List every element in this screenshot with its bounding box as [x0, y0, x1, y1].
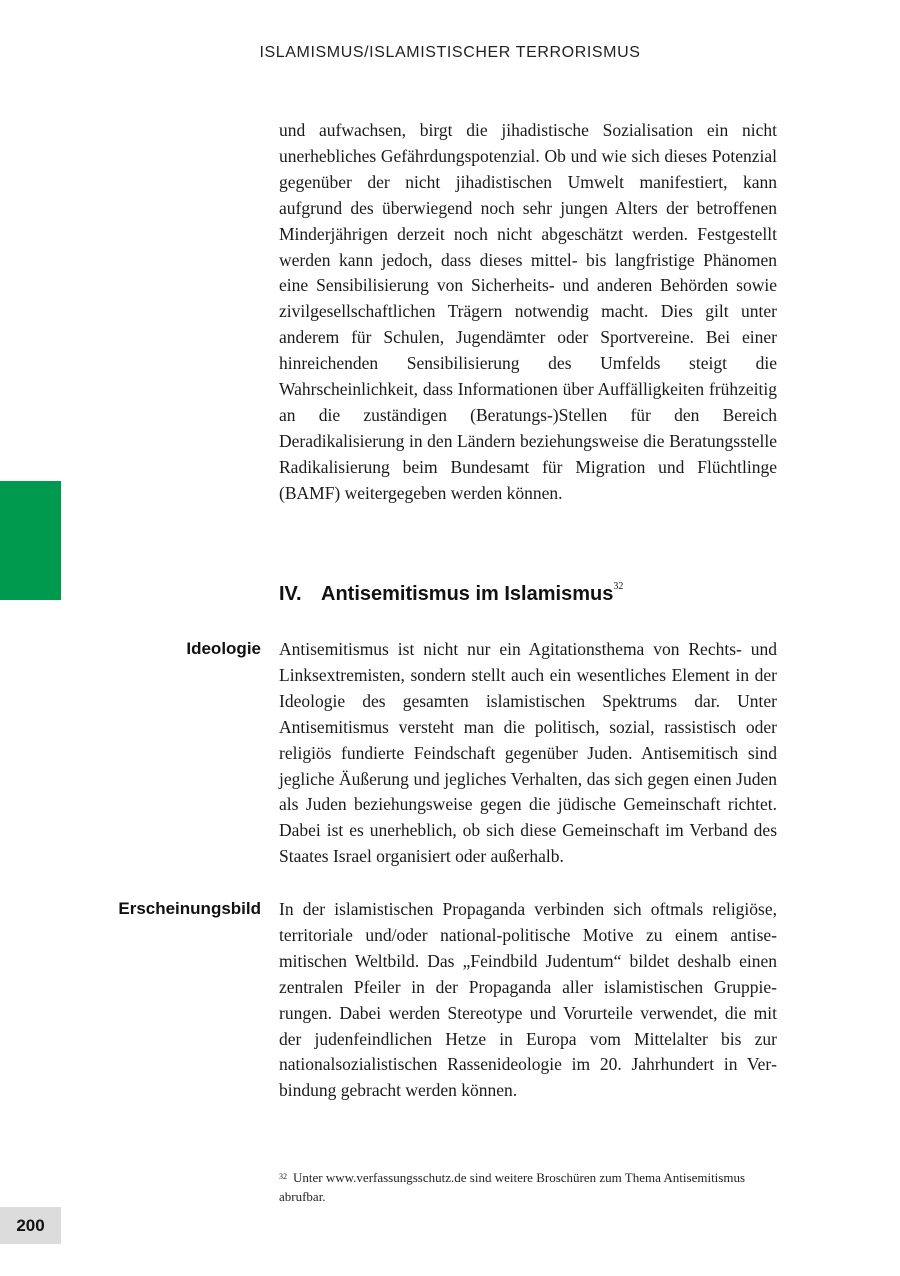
footnote-reference[interactable]: 32	[613, 581, 624, 592]
section-number: IV.	[279, 583, 302, 605]
margin-label-erscheinungsbild: Erscheinungsbild	[118, 899, 261, 918]
margin-label-ideologie: Ideologie	[186, 639, 261, 658]
chapter-color-tab	[0, 481, 61, 600]
section-heading	[279, 583, 623, 606]
intro-paragraph: und aufwachsen, birgt die jihadistische Sozialisation ein nicht unerhebliches Gefährdungspotenzial. Ob und wie sich dieses Potenzial gegenüber der nicht jihadistischen Umwelt manifestiert, kann aufgrund des überwiegend noch sehr jungen Alters der betroffenen Minderjährigen derzeit noch nicht abgeschätzt werden. Festgestellt werden kann jedoch, dass dieses mittel- bis langfristige Phänomen eine Sensibilisierung von Sicherheits- und anderen Behörden sowie zivilgesellschaftlichen Trägern notwendig macht. Dies gilt unter anderem für Schulen, Jugendämter oder Sportvereine. Bei einer hinreichenden Sensibilisierung des Umfelds steigt die Wahrscheinlichkeit, dass Informationen über Auffälligkeiten frühzeitig an die zuständigen (Beratungs-)Stellen für den Bereich Deradikalisierung in den Ländern beziehungsweise die Beratungsstelle Radikalisierung beim Bundesamt für Migration und Flüchtlinge (BAMF) weitergegeben werden können.	[279, 120, 777, 503]
footnote-number: 32	[279, 1172, 287, 1181]
section-title: Antisemitismus im Islamismus	[321, 583, 614, 605]
page-number: 200	[0, 1207, 61, 1244]
footnote-text-line2: abrufbar.	[279, 1189, 326, 1204]
ideologie-paragraph: Antisemitismus ist nicht nur ein Agitationsthema von Rechts- und Linksextremisten, sondern stellt auch ein wesentliches Element in der Ideologie des gesamten islamistischen Spektrums dar. Unter Antisemitismus versteht man die politisch, sozial, rassistisch oder religiös fundierte Feindschaft gegenüber Juden. Antisemitisch sind jegliche Äußerung und jegliches Verhalten, das sich gegen einen Juden als Juden beziehungsweise gegen die jüdische Gemeinschaft richtet. Dabei ist es unerheblich, ob sich diese Gemeinschaft im Verband des Staates Israel organisiert oder außerhalb.	[279, 639, 777, 867]
footnote-text-line1: Unter www.verfassungsschutz.de sind weitere Broschüren zum Thema Antisemitismus	[293, 1170, 746, 1185]
footnote	[279, 1168, 777, 1206]
erscheinungsbild-paragraph: In der islamistischen Propaganda verbinden sich oftmals religiöse, territoriale und/oder national-politische Motive zu einem antisemitischen Weltbild. Das „Feindbild Judentum“ bildet deshalb einen zentralen Pfeiler in der Propaganda aller islamistischen Gruppierungen. Dabei werden Stereotype und Vorurteile verwendet, die mit der judenfeindlichen Hetze in Europa vom Mittelalter bis zur nationalsozialistischen Rassenideologie im 20. Jahrhundert in Verbindung gebracht werden können.	[279, 899, 777, 1101]
running-header: ISLAMISMUS/ISLAMISTISCHER TERRORISMUS	[259, 44, 641, 61]
